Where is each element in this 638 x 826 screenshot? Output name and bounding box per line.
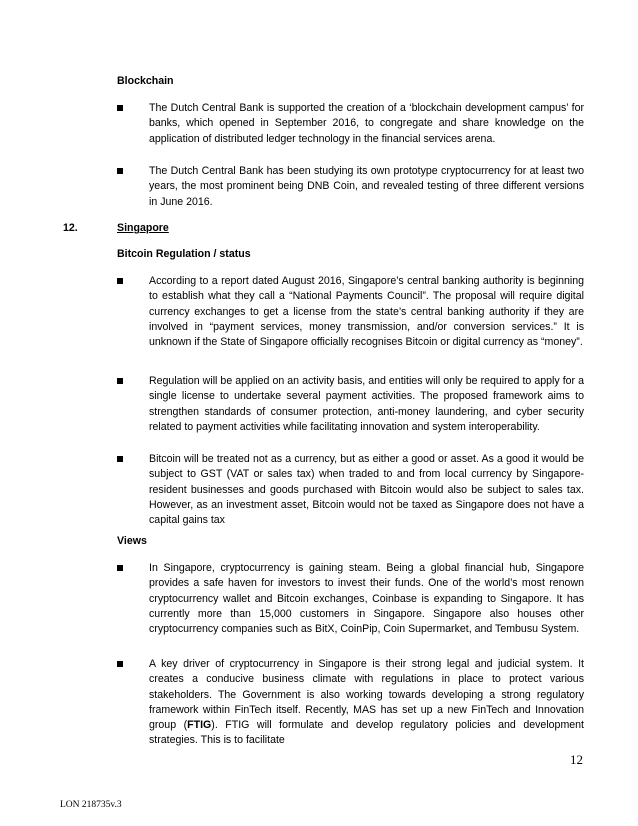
- list-item: [117, 101, 584, 163]
- page-number: 12: [570, 752, 583, 767]
- bullet-text: According to a report dated August 2016, Singapore’s central banking authority is beginning to establish what they call a “National Payments Council”. The proposal will require digital currency exchanges to get a license from the state’s central banking authority if they are involved in “payment services, money transmission, and/or conversion services.” It is unknown if the State of Singapore officially recognises Bitcoin or digital currency as “money”.: [149, 275, 584, 349]
- section-title: Singapore: [117, 222, 169, 234]
- bullet-square-icon: [117, 378, 123, 384]
- bullet-text: The Dutch Central Bank is supported the creation of a ‘blockchain development campus’ for banks, which opened in September 2016, to congregate and share knowledge on the application of distributed ledger technology in the financial services arena.: [149, 102, 584, 145]
- bullet-text: The Dutch Central Bank has been studying its own prototype cryptocurrency for at least two years, the most prominent being DNB Coin, and revealed testing of three different versions in June 2016.: [149, 165, 584, 208]
- bullet-text-part: ). FTIG will formulate and develop regulatory policies and development strategies. This is to facilitate: [149, 719, 585, 747]
- regulation-heading: Bitcoin Regulation / status: [117, 248, 251, 260]
- blockchain-heading: Blockchain: [117, 75, 174, 87]
- list-item: [117, 452, 584, 530]
- bullet-square-icon: [117, 168, 123, 174]
- list-item: [117, 657, 585, 747]
- list-item: [117, 164, 584, 210]
- bullet-square-icon: [117, 661, 123, 667]
- bullet-text: [149, 657, 584, 749]
- list-item: [117, 374, 584, 452]
- bullet-text: Regulation will be applied on an activity basis, and entities will only be required to apply for a single license to undertake several payment activities. The proposed framework aims to strengthen standards of consumer protection, anti-money laundering, and cyber security related to payment activities while facilitating innovation and system interoperability.: [149, 375, 584, 433]
- list-item: [117, 561, 584, 639]
- ftig-abbreviation: FTIG: [187, 719, 212, 732]
- section-number: 12.: [63, 222, 78, 234]
- bullet-text: Bitcoin will be treated not as a currency, but as either a good or asset. As a good it would be subject to GST (VAT or sales tax) when traded to and from local currency by Singapore-resident businesses and goods purchased with Bitcoin would also be subject to sales tax. However, as an investment asset, Bitcoin would not be taxed as Singapore does not have a capital gains tax: [149, 453, 584, 527]
- document-reference: LON 218735v.3: [60, 800, 122, 810]
- views-heading: Views: [117, 535, 147, 547]
- list-item: [117, 274, 584, 352]
- bullet-text: In Singapore, cryptocurrency is gaining steam. Being a global financial hub, Singapore provides a safe haven for investors to invest their funds. One of the world’s most renown cryptocurrency wallet and Bitcoin exchanges, Coinbase is expanding to Singapore. It has currently more than 15,000 customers in Singapore. Singapore also houses other cryptocurrency companies such as BitX, CoinPip, Coin Supermarket, and Tembusu System.: [149, 562, 584, 636]
- bullet-square-icon: [117, 565, 123, 571]
- bullet-square-icon: [117, 456, 123, 462]
- bullet-square-icon: [117, 105, 123, 111]
- bullet-text-part: A key driver of cryptocurrency in Singapore is their strong legal and judicial system. It creates a conducive business climate with regulations in place to protect various stakeholders. The Government is also working towards developing a strong regulatory framework within FinTech itself. Recently, MAS has set up a new FinTech and Innovation group (: [149, 658, 584, 732]
- bullet-square-icon: [117, 278, 123, 284]
